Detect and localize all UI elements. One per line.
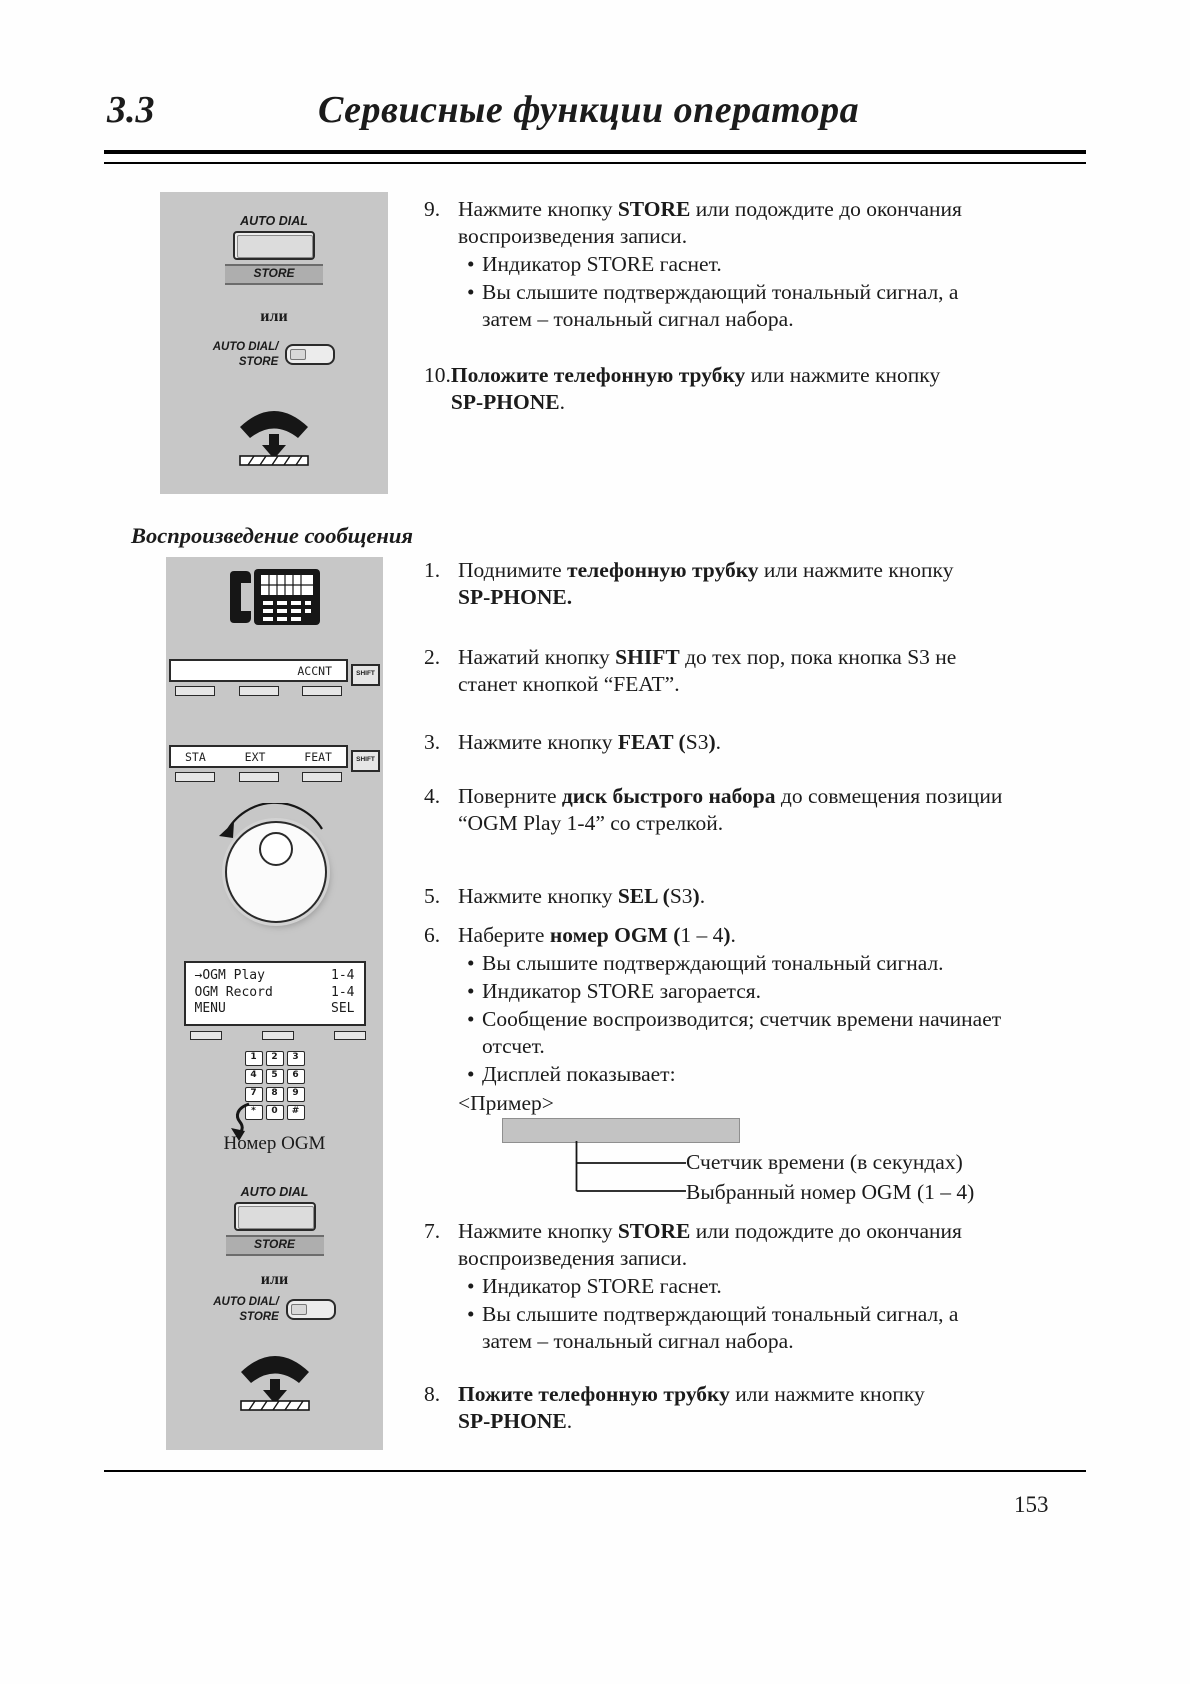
- store-label: STORE: [239, 1310, 279, 1323]
- keypad-illustration: [245, 1051, 305, 1120]
- auto-dial-store-key: [286, 1299, 336, 1320]
- lcd-strip: [169, 659, 348, 696]
- auto-dial-label: AUTO DIAL: [240, 214, 308, 228]
- step-number: 5.: [424, 884, 441, 908]
- callout-selected-ogm: Выбранный номер OGM (1 – 4): [686, 1180, 975, 1204]
- step-6: [424, 922, 1009, 1088]
- step-body: [451, 362, 1002, 416]
- telephone-icon: [228, 567, 322, 629]
- bullet-item: [458, 978, 1009, 1005]
- softkey: [190, 1031, 222, 1040]
- softkey: [302, 772, 342, 782]
- step-number: 2.: [424, 645, 441, 669]
- step-3: [424, 729, 1009, 756]
- auto-dial-store-button-illustration: [166, 1185, 383, 1256]
- store-label: STORE: [226, 1235, 324, 1256]
- step-number: 9.: [424, 197, 441, 221]
- step-number: 3.: [424, 730, 441, 754]
- accnt-label: ACCNT: [297, 663, 332, 678]
- step-text: Пожите телефонную трубку или нажмите кнопку SP-PHONE.: [458, 1382, 925, 1433]
- auto-dial-store-compact-illustration: [160, 340, 388, 370]
- lcd-screen: [169, 659, 348, 682]
- callout-time-counter: Счетчик времени (в секундах): [686, 1150, 963, 1174]
- illustration-panel-store: [160, 192, 388, 494]
- softkey-row: [184, 1031, 372, 1040]
- page-number: 153: [1014, 1492, 1049, 1517]
- keypad-key: #: [287, 1105, 305, 1120]
- softkey-row: [169, 686, 348, 696]
- softkey: [175, 686, 215, 696]
- step-4: [424, 783, 1009, 837]
- illustration-panel-playback: [166, 557, 383, 1450]
- auto-dial-store-compact-label: [213, 1295, 279, 1325]
- lcd-text: SEL: [331, 1001, 355, 1016]
- bullet-dot: •: [467, 252, 475, 276]
- bullet-dot: •: [467, 280, 475, 304]
- store-label: STORE: [238, 355, 279, 368]
- or-label: или: [260, 308, 288, 325]
- sta-label: STA: [185, 749, 206, 764]
- auto-dial-slash-label: AUTO DIAL/: [213, 1296, 279, 1308]
- ogm-menu-display: [184, 961, 366, 1040]
- jog-dial: [225, 821, 327, 923]
- step-10: [424, 362, 1002, 416]
- shift-key: SHIFT: [351, 750, 380, 772]
- hang-up-handset-icon: [236, 1349, 314, 1413]
- step-7: [424, 1218, 1009, 1355]
- step-8: [424, 1381, 1009, 1435]
- auto-dial-key: [233, 231, 315, 260]
- ext-label: EXT: [244, 749, 266, 764]
- bullet-item: [458, 279, 1002, 333]
- auto-dial-store-key: [285, 344, 335, 365]
- bullet-text: Вы слышите подтверждающий тональный сигнал.: [482, 951, 944, 975]
- softkey: [239, 686, 279, 696]
- step-number: 10.: [424, 363, 451, 387]
- auto-dial-store-compact-illustration: [166, 1295, 383, 1325]
- lcd-text: 1-4: [331, 968, 355, 983]
- display-accnt: [169, 659, 380, 696]
- or-label: или: [260, 1271, 289, 1288]
- ogm-number-caption: Номер OGM: [223, 1133, 326, 1154]
- hang-up-illustration: [160, 404, 388, 468]
- step-1: [424, 557, 1009, 611]
- feat-label: FEAT: [304, 749, 332, 764]
- softkey: [239, 772, 279, 782]
- bullet-item: [458, 1301, 1009, 1355]
- softkey: [262, 1031, 294, 1040]
- auto-dial-store-key-cap: [291, 1304, 307, 1315]
- lcd-text: OGM Record: [194, 984, 273, 1000]
- softkey-row: [169, 772, 348, 782]
- bullet-text: Индикатор STORE гаснет.: [482, 1274, 722, 1298]
- bullet-dot: •: [467, 1302, 475, 1326]
- bullet-text: Вы слышите подтверждающий тональный сигнал, а затем – тональный сигнал набора.: [482, 280, 959, 331]
- store-steps-column: [424, 196, 1002, 531]
- auto-dial-key: [234, 1202, 316, 1231]
- step-9: [424, 196, 1002, 333]
- auto-dial-slash-label: AUTO DIAL/: [212, 341, 279, 353]
- step-5: [424, 883, 1009, 910]
- jog-dial-illustration: [219, 805, 331, 925]
- lcd-line: [195, 968, 355, 985]
- bullet-dot: •: [467, 1062, 475, 1086]
- playback-section-heading: Воспроизведение сообщения: [131, 523, 413, 548]
- step-text: Наберите номер OGM (1 – 4).: [458, 923, 736, 947]
- step-number: 7.: [424, 1219, 441, 1243]
- page-title: Сервисные функции оператора: [318, 89, 860, 131]
- bullet-item: [458, 1061, 1009, 1088]
- shift-key: SHIFT: [351, 664, 380, 686]
- softkey: [175, 772, 215, 782]
- bullet-text: Дисплей показывает:: [482, 1062, 676, 1086]
- bullet-text: Индикатор STORE загорается.: [482, 979, 762, 1003]
- auto-dial-label: AUTO DIAL: [240, 1185, 309, 1199]
- auto-dial-key-top: [238, 1206, 314, 1229]
- keypad-key: *: [245, 1105, 263, 1120]
- keypad-key: 8: [266, 1087, 284, 1102]
- bullet-item: [458, 950, 1009, 977]
- bullet-item: [458, 1273, 1009, 1300]
- step-bullets: [458, 950, 1009, 1088]
- auto-dial-store-button-illustration: [160, 214, 388, 285]
- step-body: [458, 196, 1002, 333]
- callout-lines: [502, 1141, 688, 1199]
- bullet-item: [458, 1006, 1009, 1060]
- lcd-text: MENU: [194, 1001, 226, 1016]
- keypad-key: 3: [287, 1051, 305, 1066]
- footer-rule: [104, 1470, 1086, 1472]
- step-body: [458, 1218, 1009, 1355]
- keypad-key: 5: [266, 1069, 284, 1084]
- step-2: [424, 644, 1009, 698]
- lcd-line: [195, 1001, 355, 1018]
- dial-knob: [259, 832, 293, 866]
- keypad-key: 1: [245, 1051, 263, 1066]
- bullet-item: [458, 251, 1002, 278]
- step-number: 4.: [424, 784, 441, 808]
- lcd-text: →OGM Play: [194, 968, 265, 983]
- example-label: <Пример>: [458, 1091, 554, 1115]
- step-text: Нажмите кнопку STORE или подождите до окончания воспроизведения записи.: [458, 1219, 962, 1270]
- bullet-text: Сообщение воспроизводится; счетчик времени начинает отсчет.: [482, 1007, 1002, 1058]
- step-text: Нажатий кнопку SHIFT до тех пор, пока кнопка S3 не станет кнопкой “FEAT”.: [458, 645, 957, 696]
- keypad-key: 0: [266, 1105, 284, 1120]
- lcd-text: 1-4: [331, 984, 355, 1000]
- softkey: [334, 1031, 366, 1040]
- keypad-key: 9: [287, 1087, 305, 1102]
- hang-up-illustration: [166, 1349, 383, 1413]
- bullet-dot: •: [467, 951, 475, 975]
- step-text: Нажмите кнопку FEAT (S3).: [458, 730, 721, 754]
- step-bullets: [458, 251, 1002, 333]
- lcd-line: [195, 985, 355, 1002]
- keypad-key: 4: [245, 1069, 263, 1084]
- bullet-dot: •: [467, 1274, 475, 1298]
- step-text: Поднимите телефонную трубку или нажмите кнопку SP-PHONE.: [458, 558, 954, 609]
- example-display-box: [502, 1118, 740, 1143]
- store-label: STORE: [225, 264, 323, 285]
- step-text: Положите телефонную трубку или нажмите кнопку SP-PHONE.: [450, 363, 941, 414]
- step-text: Нажмите кнопку SEL (S3).: [458, 884, 706, 908]
- step-body: [458, 922, 1009, 1088]
- lcd-screen: [184, 961, 366, 1026]
- auto-dial-store-compact-label: [213, 340, 279, 370]
- telephone-illustration: [166, 567, 383, 629]
- step-bullets: [458, 1273, 1009, 1355]
- step-number: 8.: [424, 1382, 441, 1406]
- softkey: [302, 686, 342, 696]
- bullet-dot: •: [467, 1007, 475, 1031]
- playback-steps-column: [424, 557, 1009, 1475]
- auto-dial-key-top: [237, 235, 313, 258]
- keypad-key: 2: [266, 1051, 284, 1066]
- step-number: 1.: [424, 558, 441, 582]
- section-number: 3.3: [107, 89, 155, 131]
- keypad-key: 6: [287, 1069, 305, 1084]
- step-text: Нажмите кнопку STORE или подождите до окончания воспроизведения записи.: [458, 197, 962, 248]
- bullet-dot: •: [467, 979, 475, 1003]
- lcd-strip: [169, 745, 348, 782]
- bullet-text: Индикатор STORE гаснет.: [482, 252, 722, 276]
- step-text: Поверните диск быстрого набора до совмещения позиции “OGM Play 1-4” со стрелкой.: [458, 784, 1003, 835]
- step-number: 6.: [424, 923, 441, 947]
- header-rule: [104, 150, 1086, 164]
- bullet-text: Вы слышите подтверждающий тональный сигнал, а затем – тональный сигнал набора.: [482, 1302, 959, 1353]
- display-sta-ext-feat: [169, 745, 380, 782]
- hang-up-handset-icon: [235, 404, 313, 468]
- auto-dial-store-key-cap: [290, 349, 306, 360]
- lcd-screen: [169, 745, 348, 768]
- keypad-key: 7: [245, 1087, 263, 1102]
